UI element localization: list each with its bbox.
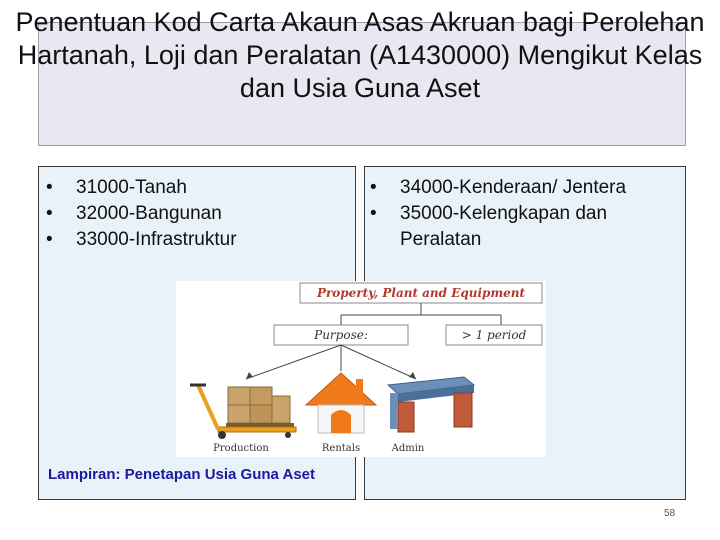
list-item	[44, 201, 237, 227]
pallet-jack-boxes-icon	[190, 385, 296, 439]
bullet: •	[370, 203, 377, 224]
caption: Lampiran: Penetapan Usia Guna Aset	[48, 466, 316, 483]
bullet: •	[370, 177, 377, 198]
list-item-text: 31000-Tanah	[76, 177, 187, 198]
ppe-label: Property, Plant and Equipment	[316, 286, 526, 300]
list-item-text: 35000-Kelengkapan dan Peralatan	[400, 203, 608, 250]
bullet: •	[46, 177, 53, 198]
right-bullet-list	[368, 175, 680, 285]
list-item-text: 32000-Bangunan	[76, 203, 222, 224]
house-icon	[306, 373, 376, 433]
list-item-text: 34000-Kenderaan/ Jentera	[400, 177, 627, 198]
bullet: •	[46, 203, 53, 224]
list-item	[44, 227, 237, 253]
page-number: 58	[664, 508, 676, 519]
ppe-diagram	[176, 281, 546, 457]
admin-label: Admin	[391, 443, 425, 454]
list-item	[368, 175, 680, 201]
period-label: > 1 period	[461, 328, 527, 342]
desk-icon	[388, 377, 474, 432]
bullet: •	[46, 229, 53, 250]
purpose-label: Purpose:	[314, 328, 368, 342]
list-item	[44, 175, 237, 201]
page-title: Penentuan Kod Carta Akaun Asas Akruan bagi Perolehan Hartanah, Loji dan Peralatan (A1430000) Mengikut Kelas dan Usia Guna Aset	[15, 7, 705, 103]
list-item-text: 33000-Infrastruktur	[76, 229, 237, 250]
left-bullet-list	[44, 175, 237, 253]
production-label: Production	[213, 443, 269, 454]
list-item	[368, 201, 680, 253]
rentals-label: Rentals	[321, 443, 361, 454]
